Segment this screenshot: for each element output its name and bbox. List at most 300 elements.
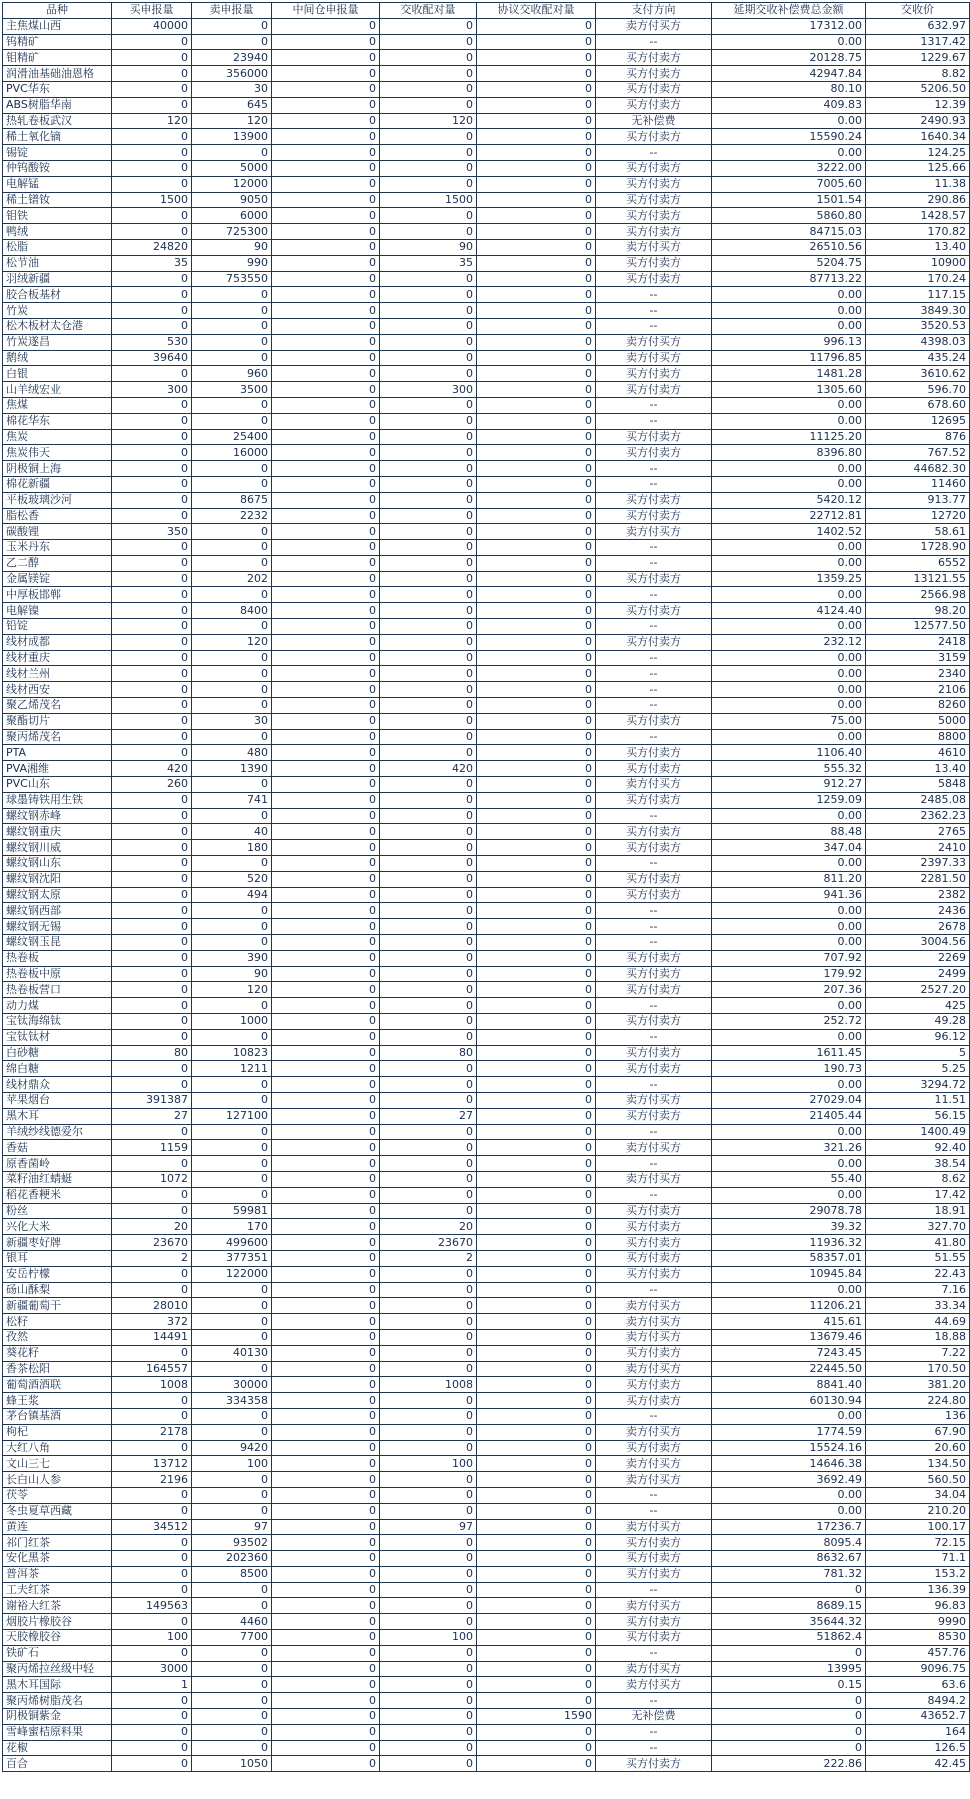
cell-payment-direction: 卖方付买方 xyxy=(596,1298,712,1314)
cell-matched: 0 xyxy=(380,950,477,966)
cell-product: 锡锭 xyxy=(3,145,112,161)
cell-compensation-total: 190.73 xyxy=(712,1061,866,1077)
cell-product: 稀土镨钕 xyxy=(3,192,112,208)
cell-agreement-matched: 0 xyxy=(477,619,596,635)
cell-sell-declared: 0 xyxy=(192,1677,272,1693)
cell-intermediate-declared: 0 xyxy=(272,145,380,161)
cell-settlement-price: 34.04 xyxy=(866,1487,970,1503)
cell-compensation-total: 8095.4 xyxy=(712,1535,866,1551)
cell-sell-declared: 0 xyxy=(192,998,272,1014)
cell-sell-declared: 0 xyxy=(192,1171,272,1187)
cell-settlement-price: 96.12 xyxy=(866,1029,970,1045)
cell-intermediate-declared: 0 xyxy=(272,1203,380,1219)
cell-buy-declared: 0 xyxy=(112,1393,192,1409)
cell-settlement-price: 44.69 xyxy=(866,1314,970,1330)
cell-matched: 0 xyxy=(380,1140,477,1156)
cell-buy-declared: 0 xyxy=(112,271,192,287)
cell-matched: 0 xyxy=(380,1598,477,1614)
cell-agreement-matched: 0 xyxy=(477,1298,596,1314)
cell-buy-declared: 14491 xyxy=(112,1329,192,1345)
cell-settlement-price: 9990 xyxy=(866,1614,970,1630)
cell-agreement-matched: 0 xyxy=(477,1535,596,1551)
cell-agreement-matched: 0 xyxy=(477,413,596,429)
cell-sell-declared: 0 xyxy=(192,1472,272,1488)
cell-matched: 0 xyxy=(380,160,477,176)
cell-settlement-price: 3004.56 xyxy=(866,935,970,951)
cell-compensation-total: 0.00 xyxy=(712,587,866,603)
cell-agreement-matched: 0 xyxy=(477,871,596,887)
cell-settlement-price: 2436 xyxy=(866,903,970,919)
cell-matched: 0 xyxy=(380,287,477,303)
cell-compensation-total: 11936.32 xyxy=(712,1235,866,1251)
table-row xyxy=(3,666,970,682)
cell-sell-declared: 0 xyxy=(192,1298,272,1314)
table-row xyxy=(3,777,970,793)
cell-settlement-price: 12577.50 xyxy=(866,619,970,635)
cell-buy-declared: 0 xyxy=(112,1266,192,1282)
cell-product: 焦煤 xyxy=(3,397,112,413)
cell-product: 宝钛钛材 xyxy=(3,1029,112,1045)
cell-settlement-price: 2566.98 xyxy=(866,587,970,603)
cell-matched: 20 xyxy=(380,1219,477,1235)
table-row xyxy=(3,366,970,382)
table-row xyxy=(3,1219,970,1235)
cell-payment-direction: 买方付卖方 xyxy=(596,1440,712,1456)
cell-buy-declared: 0 xyxy=(112,1551,192,1567)
cell-agreement-matched: 0 xyxy=(477,1424,596,1440)
cell-compensation-total: 55.40 xyxy=(712,1171,866,1187)
cell-product: 电解镍 xyxy=(3,603,112,619)
cell-payment-direction: 买方付卖方 xyxy=(596,1235,712,1251)
cell-product: 新疆葡萄干 xyxy=(3,1298,112,1314)
cell-product: 阴极铜紫金 xyxy=(3,1709,112,1725)
cell-intermediate-declared: 0 xyxy=(272,160,380,176)
cell-sell-declared: 0 xyxy=(192,666,272,682)
cell-payment-direction: -- xyxy=(596,1077,712,1093)
cell-sell-declared: 0 xyxy=(192,698,272,714)
cell-intermediate-declared: 0 xyxy=(272,698,380,714)
cell-settlement-price: 51.55 xyxy=(866,1250,970,1266)
cell-buy-declared: 0 xyxy=(112,1645,192,1661)
cell-buy-declared: 0 xyxy=(112,50,192,66)
cell-agreement-matched: 0 xyxy=(477,1219,596,1235)
cell-compensation-total: 29078.78 xyxy=(712,1203,866,1219)
table-row xyxy=(3,1487,970,1503)
table-row xyxy=(3,1551,970,1567)
col-header-product: 品种 xyxy=(3,3,112,19)
cell-compensation-total: 0.00 xyxy=(712,397,866,413)
cell-matched: 0 xyxy=(380,492,477,508)
cell-payment-direction: 卖方付买方 xyxy=(596,1424,712,1440)
cell-agreement-matched: 0 xyxy=(477,366,596,382)
cell-sell-declared: 25400 xyxy=(192,429,272,445)
cell-buy-declared: 0 xyxy=(112,81,192,97)
cell-product: 普洱茶 xyxy=(3,1566,112,1582)
cell-payment-direction: 卖方付买方 xyxy=(596,1472,712,1488)
cell-payment-direction: -- xyxy=(596,1724,712,1740)
cell-agreement-matched: 0 xyxy=(477,555,596,571)
cell-buy-declared: 0 xyxy=(112,34,192,50)
cell-agreement-matched: 0 xyxy=(477,208,596,224)
cell-sell-declared: 0 xyxy=(192,334,272,350)
cell-buy-declared: 0 xyxy=(112,666,192,682)
cell-payment-direction: 买方付卖方 xyxy=(596,1551,712,1567)
cell-compensation-total: 11206.21 xyxy=(712,1298,866,1314)
cell-sell-declared: 0 xyxy=(192,34,272,50)
cell-settlement-price: 8.62 xyxy=(866,1171,970,1187)
cell-intermediate-declared: 0 xyxy=(272,650,380,666)
cell-buy-declared: 0 xyxy=(112,366,192,382)
cell-settlement-price: 327.70 xyxy=(866,1219,970,1235)
cell-sell-declared: 40130 xyxy=(192,1345,272,1361)
cell-product: 羽绒新疆 xyxy=(3,271,112,287)
cell-payment-direction: 买方付卖方 xyxy=(596,81,712,97)
cell-settlement-price: 43652.7 xyxy=(866,1709,970,1725)
cell-sell-declared: 645 xyxy=(192,97,272,113)
cell-compensation-total: 8396.80 xyxy=(712,445,866,461)
cell-matched: 0 xyxy=(380,303,477,319)
cell-product: 电解锰 xyxy=(3,176,112,192)
table-row xyxy=(3,303,970,319)
cell-sell-declared: 0 xyxy=(192,1503,272,1519)
cell-settlement-price: 8800 xyxy=(866,729,970,745)
cell-intermediate-declared: 0 xyxy=(272,350,380,366)
cell-compensation-total: 1611.45 xyxy=(712,1045,866,1061)
cell-matched: 97 xyxy=(380,1519,477,1535)
cell-sell-declared: 725300 xyxy=(192,224,272,240)
cell-agreement-matched: 0 xyxy=(477,650,596,666)
table-row xyxy=(3,176,970,192)
cell-compensation-total: 3692.49 xyxy=(712,1472,866,1488)
cell-agreement-matched: 0 xyxy=(477,113,596,129)
cell-agreement-matched: 0 xyxy=(477,1724,596,1740)
cell-compensation-total: 0 xyxy=(712,1693,866,1709)
cell-product: 螺纹钢重庆 xyxy=(3,824,112,840)
cell-payment-direction: -- xyxy=(596,998,712,1014)
delivery-settlement-table xyxy=(2,2,970,1772)
table-row xyxy=(3,145,970,161)
cell-payment-direction: 卖方付买方 xyxy=(596,334,712,350)
cell-sell-declared: 202 xyxy=(192,571,272,587)
cell-compensation-total: 60130.94 xyxy=(712,1393,866,1409)
table-row xyxy=(3,1740,970,1756)
cell-product: 山羊绒宏业 xyxy=(3,382,112,398)
cell-product: 铅锭 xyxy=(3,619,112,635)
cell-intermediate-declared: 0 xyxy=(272,1219,380,1235)
cell-sell-declared: 520 xyxy=(192,871,272,887)
table-row xyxy=(3,950,970,966)
col-header-sell-declared: 卖申报量 xyxy=(192,3,272,19)
cell-compensation-total: 26510.56 xyxy=(712,239,866,255)
cell-agreement-matched: 0 xyxy=(477,1677,596,1693)
table-row xyxy=(3,1582,970,1598)
cell-matched: 0 xyxy=(380,1551,477,1567)
cell-product: 热卷板 xyxy=(3,950,112,966)
cell-buy-declared: 0 xyxy=(112,1187,192,1203)
cell-product: 螺纹钢太原 xyxy=(3,887,112,903)
cell-buy-declared: 0 xyxy=(112,445,192,461)
cell-settlement-price: 2499 xyxy=(866,966,970,982)
cell-payment-direction: -- xyxy=(596,919,712,935)
cell-settlement-price: 2765 xyxy=(866,824,970,840)
cell-agreement-matched: 0 xyxy=(477,97,596,113)
cell-payment-direction: 买方付卖方 xyxy=(596,97,712,113)
cell-compensation-total: 0.00 xyxy=(712,729,866,745)
cell-product: 金属镁锭 xyxy=(3,571,112,587)
cell-product: PVC山东 xyxy=(3,777,112,793)
cell-product: 螺纹钢无锡 xyxy=(3,919,112,935)
table-row xyxy=(3,1645,970,1661)
cell-sell-declared: 0 xyxy=(192,1709,272,1725)
cell-buy-declared: 0 xyxy=(112,208,192,224)
cell-payment-direction: -- xyxy=(596,145,712,161)
cell-sell-declared: 0 xyxy=(192,808,272,824)
cell-matched: 0 xyxy=(380,1266,477,1282)
cell-compensation-total: 11796.85 xyxy=(712,350,866,366)
cell-buy-declared: 0 xyxy=(112,1203,192,1219)
cell-matched: 0 xyxy=(380,1566,477,1582)
cell-product: 祁门红茶 xyxy=(3,1535,112,1551)
cell-settlement-price: 224.80 xyxy=(866,1393,970,1409)
cell-settlement-price: 18.88 xyxy=(866,1329,970,1345)
cell-buy-declared: 0 xyxy=(112,555,192,571)
cell-compensation-total: 0 xyxy=(712,1740,866,1756)
cell-payment-direction: 卖方付买方 xyxy=(596,1677,712,1693)
table-row xyxy=(3,698,970,714)
cell-buy-declared: 0 xyxy=(112,856,192,872)
cell-matched: 35 xyxy=(380,255,477,271)
cell-matched: 0 xyxy=(380,1124,477,1140)
cell-matched: 0 xyxy=(380,1029,477,1045)
cell-buy-declared: 0 xyxy=(112,966,192,982)
cell-compensation-total: 1305.60 xyxy=(712,382,866,398)
cell-buy-declared: 120 xyxy=(112,113,192,129)
cell-matched: 0 xyxy=(380,650,477,666)
cell-product: 螺纹钢川威 xyxy=(3,840,112,856)
cell-compensation-total: 0.00 xyxy=(712,113,866,129)
cell-sell-declared: 8675 xyxy=(192,492,272,508)
cell-sell-declared: 499600 xyxy=(192,1235,272,1251)
table-row xyxy=(3,603,970,619)
cell-product: 白银 xyxy=(3,366,112,382)
cell-sell-declared: 0 xyxy=(192,1740,272,1756)
cell-product: 焦炭伟天 xyxy=(3,445,112,461)
cell-sell-declared: 8500 xyxy=(192,1566,272,1582)
cell-agreement-matched: 0 xyxy=(477,18,596,34)
cell-intermediate-declared: 0 xyxy=(272,1124,380,1140)
cell-payment-direction: 买方付卖方 xyxy=(596,1250,712,1266)
cell-compensation-total: 13995 xyxy=(712,1661,866,1677)
table-row xyxy=(3,271,970,287)
cell-buy-declared: 300 xyxy=(112,382,192,398)
cell-intermediate-declared: 0 xyxy=(272,1709,380,1725)
table-row xyxy=(3,1092,970,1108)
cell-payment-direction: 买方付卖方 xyxy=(596,255,712,271)
cell-sell-declared: 0 xyxy=(192,1361,272,1377)
cell-matched: 0 xyxy=(380,903,477,919)
cell-intermediate-declared: 0 xyxy=(272,761,380,777)
cell-compensation-total: 11125.20 xyxy=(712,429,866,445)
cell-buy-declared: 391387 xyxy=(112,1092,192,1108)
cell-matched: 0 xyxy=(380,745,477,761)
cell-intermediate-declared: 0 xyxy=(272,1266,380,1282)
table-row xyxy=(3,1408,970,1424)
cell-compensation-total: 0.00 xyxy=(712,1408,866,1424)
cell-agreement-matched: 0 xyxy=(477,461,596,477)
cell-settlement-price: 2281.50 xyxy=(866,871,970,887)
cell-agreement-matched: 0 xyxy=(477,1108,596,1124)
cell-agreement-matched: 0 xyxy=(477,1393,596,1409)
cell-agreement-matched: 0 xyxy=(477,1551,596,1567)
cell-matched: 0 xyxy=(380,966,477,982)
cell-compensation-total: 20128.75 xyxy=(712,50,866,66)
cell-settlement-price: 11460 xyxy=(866,476,970,492)
cell-product: 阴极铜上海 xyxy=(3,461,112,477)
cell-settlement-price: 11.51 xyxy=(866,1092,970,1108)
cell-agreement-matched: 0 xyxy=(477,1756,596,1772)
cell-intermediate-declared: 0 xyxy=(272,603,380,619)
cell-sell-declared: 0 xyxy=(192,1693,272,1709)
cell-sell-declared: 2232 xyxy=(192,508,272,524)
cell-intermediate-declared: 0 xyxy=(272,34,380,50)
cell-matched: 420 xyxy=(380,761,477,777)
cell-product: 文山三七 xyxy=(3,1456,112,1472)
cell-intermediate-declared: 0 xyxy=(272,919,380,935)
cell-buy-declared: 0 xyxy=(112,840,192,856)
cell-settlement-price: 632.97 xyxy=(866,18,970,34)
cell-payment-direction: 买方付卖方 xyxy=(596,982,712,998)
cell-sell-declared: 0 xyxy=(192,919,272,935)
cell-matched: 0 xyxy=(380,50,477,66)
cell-agreement-matched: 0 xyxy=(477,1061,596,1077)
cell-payment-direction: 买方付卖方 xyxy=(596,1045,712,1061)
cell-buy-declared: 23670 xyxy=(112,1235,192,1251)
cell-agreement-matched: 0 xyxy=(477,1693,596,1709)
cell-agreement-matched: 0 xyxy=(477,192,596,208)
table-row xyxy=(3,1266,970,1282)
cell-intermediate-declared: 0 xyxy=(272,397,380,413)
cell-settlement-price: 425 xyxy=(866,998,970,1014)
cell-compensation-total: 0.00 xyxy=(712,698,866,714)
cell-intermediate-declared: 0 xyxy=(272,1740,380,1756)
cell-compensation-total: 22712.81 xyxy=(712,508,866,524)
cell-payment-direction: 买方付卖方 xyxy=(596,129,712,145)
cell-payment-direction: 买方付卖方 xyxy=(596,445,712,461)
cell-settlement-price: 153.2 xyxy=(866,1566,970,1582)
cell-compensation-total: 7005.60 xyxy=(712,176,866,192)
cell-buy-declared: 0 xyxy=(112,1345,192,1361)
cell-product: 竹炭遂昌 xyxy=(3,334,112,350)
table-row xyxy=(3,998,970,1014)
cell-intermediate-declared: 0 xyxy=(272,1187,380,1203)
cell-intermediate-declared: 0 xyxy=(272,1140,380,1156)
cell-intermediate-declared: 0 xyxy=(272,998,380,1014)
cell-product: 线材兰州 xyxy=(3,666,112,682)
cell-intermediate-declared: 0 xyxy=(272,1598,380,1614)
cell-intermediate-declared: 0 xyxy=(272,887,380,903)
cell-settlement-price: 3849.30 xyxy=(866,303,970,319)
cell-buy-declared: 0 xyxy=(112,603,192,619)
cell-product: 螺纹钢西部 xyxy=(3,903,112,919)
cell-agreement-matched: 0 xyxy=(477,239,596,255)
cell-payment-direction: 买方付卖方 xyxy=(596,966,712,982)
cell-sell-declared: 93502 xyxy=(192,1535,272,1551)
cell-settlement-price: 134.50 xyxy=(866,1456,970,1472)
cell-buy-declared: 0 xyxy=(112,919,192,935)
cell-sell-declared: 0 xyxy=(192,413,272,429)
cell-settlement-price: 5.25 xyxy=(866,1061,970,1077)
table-row xyxy=(3,1345,970,1361)
cell-payment-direction: 卖方付买方 xyxy=(596,350,712,366)
cell-compensation-total: 1259.09 xyxy=(712,792,866,808)
cell-settlement-price: 1728.90 xyxy=(866,540,970,556)
cell-matched: 0 xyxy=(380,318,477,334)
cell-product: 碳酸锂 xyxy=(3,524,112,540)
cell-matched: 0 xyxy=(380,919,477,935)
cell-matched: 0 xyxy=(380,1614,477,1630)
cell-compensation-total: 0.00 xyxy=(712,540,866,556)
cell-agreement-matched: 0 xyxy=(477,1092,596,1108)
cell-compensation-total: 912.27 xyxy=(712,777,866,793)
cell-intermediate-declared: 0 xyxy=(272,382,380,398)
cell-matched: 0 xyxy=(380,871,477,887)
cell-payment-direction: -- xyxy=(596,808,712,824)
cell-intermediate-declared: 0 xyxy=(272,1329,380,1345)
cell-sell-declared: 0 xyxy=(192,461,272,477)
cell-sell-declared: 356000 xyxy=(192,66,272,82)
cell-product: 黑木耳 xyxy=(3,1108,112,1124)
cell-settlement-price: 7.16 xyxy=(866,1282,970,1298)
cell-buy-declared: 0 xyxy=(112,1156,192,1172)
cell-intermediate-declared: 0 xyxy=(272,1345,380,1361)
cell-sell-declared: 16000 xyxy=(192,445,272,461)
cell-product: 黑木耳国际 xyxy=(3,1677,112,1693)
cell-matched: 0 xyxy=(380,366,477,382)
cell-compensation-total: 17236.7 xyxy=(712,1519,866,1535)
cell-agreement-matched: 0 xyxy=(477,81,596,97)
cell-intermediate-declared: 0 xyxy=(272,508,380,524)
cell-compensation-total: 0.00 xyxy=(712,650,866,666)
cell-buy-declared: 0 xyxy=(112,1582,192,1598)
table-row xyxy=(3,461,970,477)
cell-matched: 0 xyxy=(380,1171,477,1187)
cell-payment-direction: -- xyxy=(596,856,712,872)
table-row xyxy=(3,1377,970,1393)
cell-sell-declared: 10823 xyxy=(192,1045,272,1061)
cell-intermediate-declared: 0 xyxy=(272,619,380,635)
cell-buy-declared: 0 xyxy=(112,1282,192,1298)
cell-product: PVA湘维 xyxy=(3,761,112,777)
cell-compensation-total: 555.32 xyxy=(712,761,866,777)
cell-settlement-price: 13.40 xyxy=(866,761,970,777)
cell-matched: 0 xyxy=(380,34,477,50)
table-row xyxy=(3,318,970,334)
cell-product: 螺纹钢赤峰 xyxy=(3,808,112,824)
cell-compensation-total: 80.10 xyxy=(712,81,866,97)
cell-agreement-matched: 0 xyxy=(477,160,596,176)
cell-buy-declared: 0 xyxy=(112,129,192,145)
cell-matched: 0 xyxy=(380,1282,477,1298)
cell-product: 棉花新疆 xyxy=(3,476,112,492)
cell-payment-direction: 买方付卖方 xyxy=(596,508,712,524)
cell-settlement-price: 2340 xyxy=(866,666,970,682)
table-row xyxy=(3,634,970,650)
cell-buy-declared: 80 xyxy=(112,1045,192,1061)
cell-payment-direction: 买方付卖方 xyxy=(596,1266,712,1282)
cell-buy-declared: 0 xyxy=(112,413,192,429)
cell-agreement-matched: 0 xyxy=(477,429,596,445)
table-row xyxy=(3,1693,970,1709)
